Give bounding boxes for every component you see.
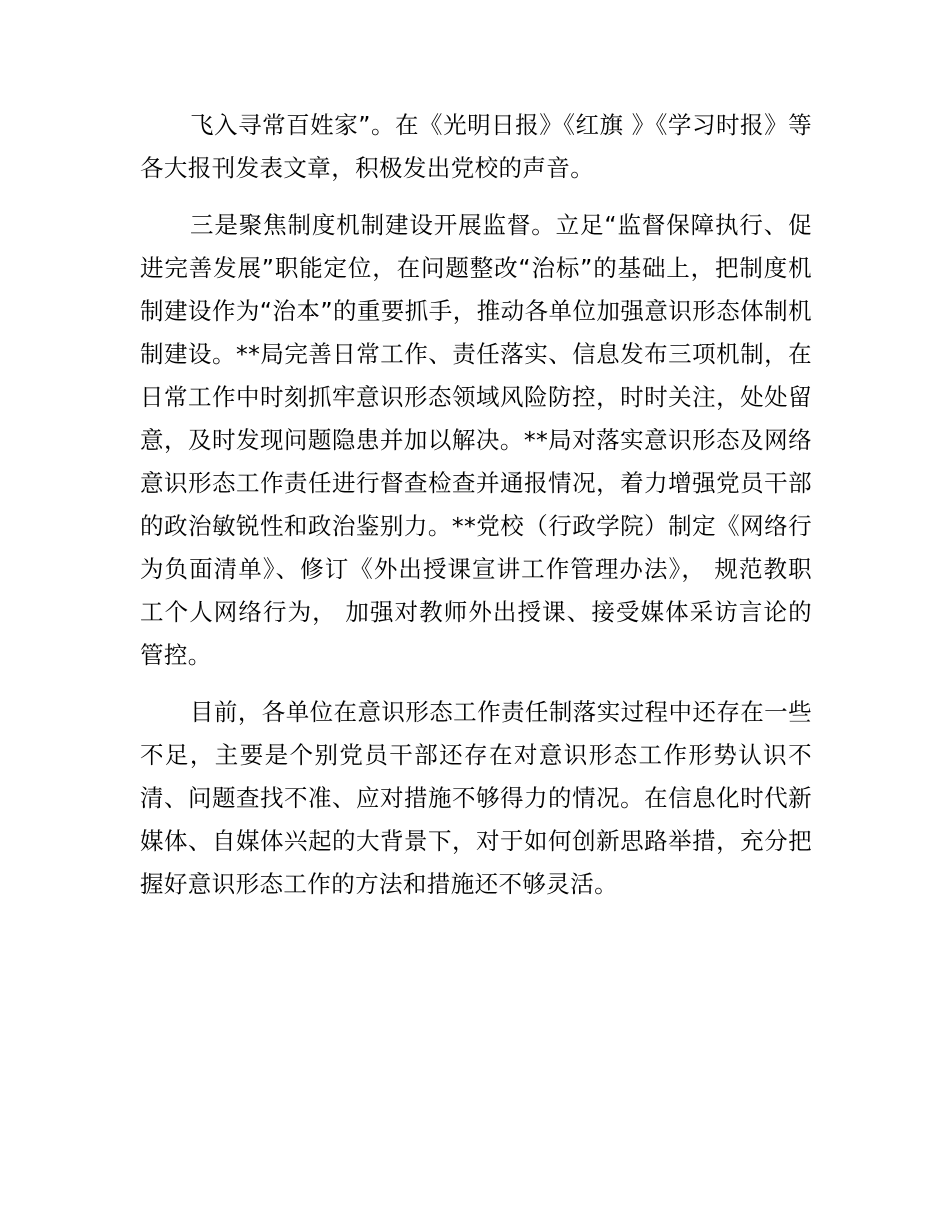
paragraph-supervision-mechanism: 三是聚焦制度机制建设开展监督。立足“监督保障执行、促进完善发展”职能定位，在问题整改“治标”的基础上，把制度机制建设作为“治本”的重要抓手，推动各单位加强意识形态体制机制建设。**局完善日常工作、责任落实、信息发布三项机制，在日常工作中时刻抓牢意识形态领域风险防控，时时关注，处处留意，及时发现问题隐患并加以解决。**局对落实意识形态及网络意识形态工作责任进行督查检查并通报情况，着力增强党员干部的政治敏锐性和政治鉴别力。**党校（行政学院）制定《网络行为负面清单》、修订《外出授课宣讲工作管理办法》， 规范教职工个人网络行为， 加强对教师外出授课、接受媒体采访言论的管控。: [140, 211, 812, 669]
paragraph-continued: 飞入寻常百姓家”。在《光明日报》《红旗 》《学习时报》等各大报刊发表文章，积极发出党校的声音。: [140, 111, 812, 182]
document-body: [140, 104, 812, 920]
paragraph-shortcomings: 目前，各单位在意识形态工作责任制落实过程中还存在一些不足，主要是个别党员干部还存在对意识形态工作形势认识不清、问题查找不准、应对措施不够得力的情况。在信息化时代新媒体、自媒体兴起的大背景下，对于如何创新思路举措，充分把握好意识形态工作的方法和措施还不够灵活。: [140, 698, 812, 898]
